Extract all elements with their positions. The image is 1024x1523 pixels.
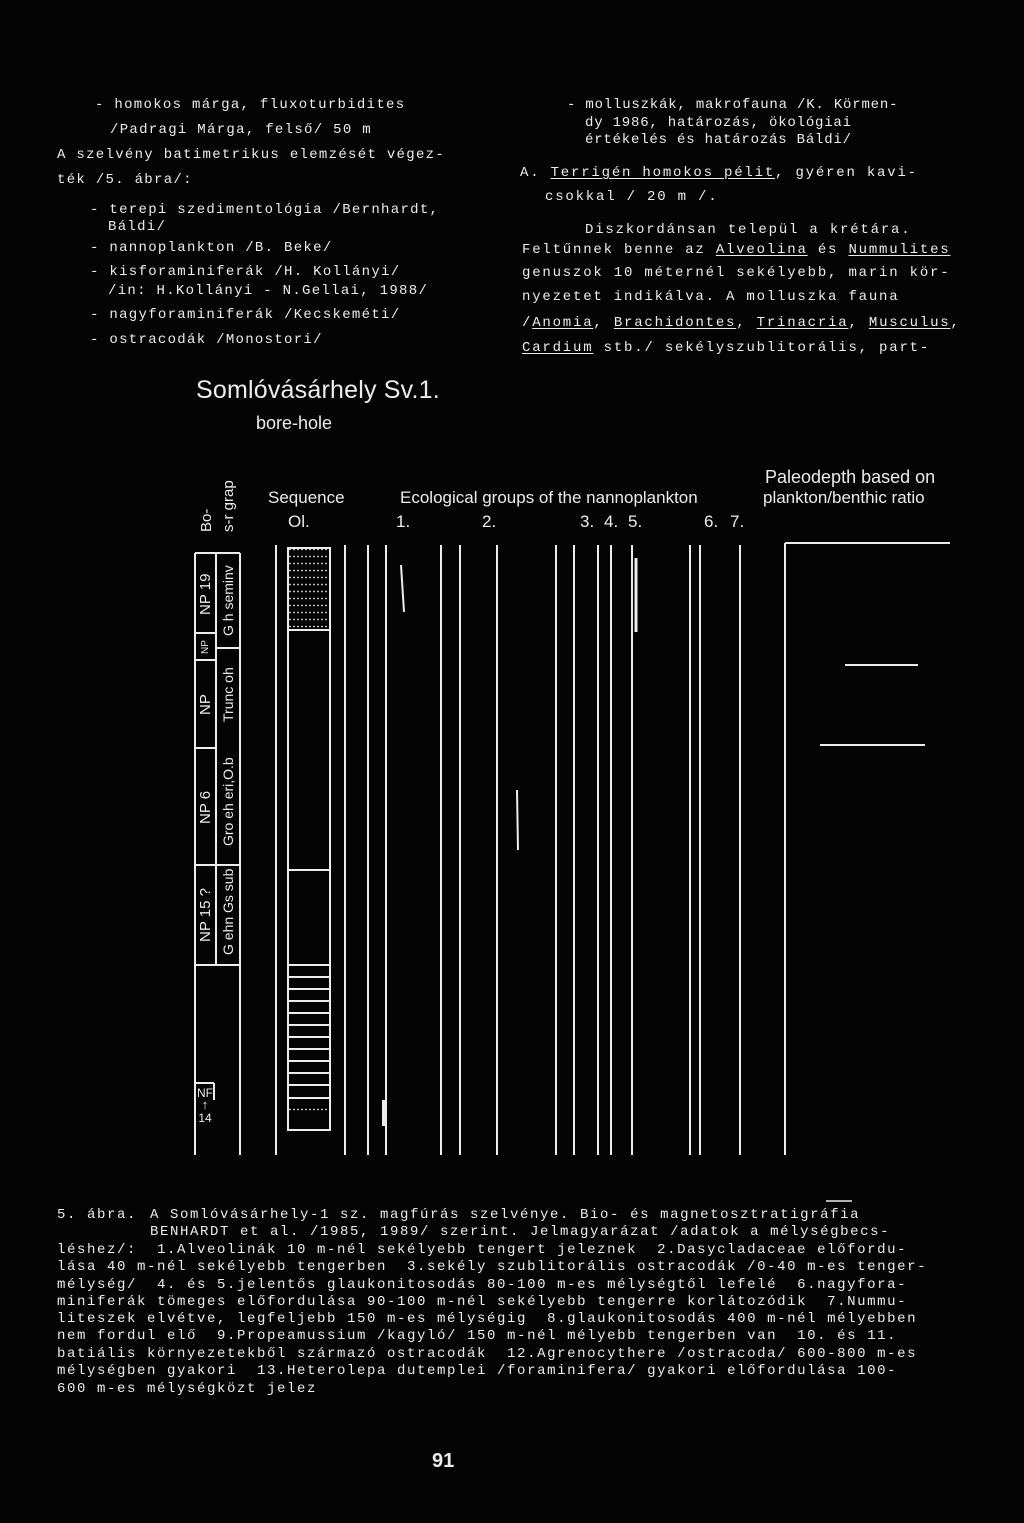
text-segment: - molluszkák, makrofauna /K. Körmen- — [567, 97, 899, 113]
text-segment: stb./ sekélyszublitorális, part- — [593, 340, 931, 356]
page-number: 91 — [432, 1450, 455, 1472]
dotted-lithology-fill — [289, 1105, 329, 1113]
caption-line: lása 40 m-nél sekélyebb tengerben 3.sekély szublitorális ostracodák /0-40 m-es tenger- — [57, 1259, 928, 1275]
text-segment: , — [593, 315, 614, 331]
genus-name: Alveolina — [715, 242, 808, 258]
genus-name: Cardium — [522, 340, 594, 356]
lithology-column — [288, 548, 330, 1130]
text-segment: , — [950, 315, 961, 331]
underlined-term: Terrigén homokos pélit — [550, 165, 776, 181]
ecological-groups-header: Ecological groups of the nannoplankton — [400, 488, 698, 507]
foram-zone-label: Trunc oh — [220, 667, 236, 723]
eco-group-number: 3. — [580, 512, 595, 531]
eco-group-number: 5. — [628, 512, 643, 531]
text-segment: genuszok 10 méternél sekélyebb, marin kör- — [522, 265, 951, 281]
np-zone-label: NP 6 — [197, 790, 214, 824]
stratigraphy-header: s-r grap — [220, 480, 237, 532]
eco-group-number: 4. — [604, 512, 619, 531]
eco-group-number: 2. — [482, 512, 497, 531]
caption-line: miniferák tömeges előfordulása 90-100 m-nél sekélyebb tengerre korlátozódik 7.Nummu- — [57, 1294, 908, 1310]
np-zone-label: NP — [200, 640, 211, 654]
caption-line: BENHARDT et al. /1985, 1989/ szerint. Jelmagyarázat /adatok a mélységbecs- — [150, 1224, 891, 1240]
text-line: - ostracodák /Monostori/ — [90, 332, 323, 348]
nannoplankton-range-line — [517, 790, 518, 850]
np14-zone-number: 14 — [198, 1111, 212, 1125]
text-segment: és — [807, 242, 849, 258]
text-line: /in: H.Kollányi - N.Gellai, 1988/ — [108, 283, 429, 299]
text-line: /Padragi Márga, felső/ 50 m — [110, 122, 372, 138]
text-segment: , — [848, 315, 869, 331]
text-line: - terepi szedimentológia /Bernhardt, — [90, 202, 440, 218]
biostratigraphy-header: Bo- — [198, 508, 215, 532]
text-line: A szelvény batimetrikus elemzését végez- — [57, 147, 446, 163]
np-zone-label: NP — [197, 694, 214, 715]
text-segment: értékelés és határozás Báldi/ — [585, 132, 852, 148]
genus-name: Brachidontes — [613, 315, 737, 331]
text-segment: , — [736, 315, 757, 331]
text-segment: nyezetet indikálva. A molluszka fauna — [522, 289, 900, 305]
np-zone-label: NP 19 — [197, 573, 214, 615]
np-zone-label: NP 15 ? — [197, 888, 214, 943]
np14-zone-label: NF — [197, 1086, 213, 1100]
caption-line: liteszek elvétve, legfeljebb 150 m-es mélységig 8.glaukonitosodás 400 m-nél mélyebben — [57, 1311, 918, 1327]
paleodepth-header: plankton/benthic ratio — [763, 488, 925, 507]
text-segment: dy 1986, határozás, ökológiai — [585, 115, 852, 131]
eco-group-number: 6. — [704, 512, 719, 531]
text-line: - nannoplankton /B. Beke/ — [90, 240, 333, 256]
text-segment: / — [522, 315, 533, 331]
genus-name: Anomia — [532, 315, 594, 331]
text-segment: Feltűnnek benne az — [522, 242, 716, 258]
caption-line: mélység/ 4. és 5.jelentős glaukonitosodás 80-100 m-es mélységtől lefelé 6.nagyfora- — [57, 1277, 908, 1293]
text-segment: Diszkordánsan települ a krétára. — [585, 222, 912, 238]
genus-name: Musculus — [868, 315, 951, 331]
text-line: - nagyforaminiferák /Kecskeméti/ — [90, 307, 401, 323]
caption-line: mélységben gyakori 13.Heterolepa dutemplei /foraminifera/ gyakori előfordulása 100- — [57, 1363, 898, 1379]
foram-zone-label: Gro eh eri,O.b — [220, 757, 236, 847]
caption-line: A Somlóvásárhely-1 sz. magfúrás szelvénye. Bio- és magnetosztratigráfia — [150, 1207, 861, 1223]
dotted-lithology-fill — [289, 549, 329, 629]
text-segment: A. — [520, 165, 551, 181]
eco-group-number: 7. — [730, 512, 745, 531]
foram-zone-label: G ehn Gs sub — [220, 868, 236, 956]
caption-line: léshez/: 1.Alveolinák 10 m-nél sekélyebb tengert jeleznek 2.Dasycladaceae előfordu- — [57, 1242, 908, 1258]
sequence-header: Sequence — [268, 488, 345, 507]
nannoplankton-range-line — [401, 565, 404, 612]
caption-line: batiális környezetekből származó ostracodák 12.Agrenocythere /ostracoda/ 600-800 m-es — [57, 1346, 918, 1362]
text-line: ték /5. ábra/: — [57, 172, 193, 188]
caption-line: nem fordul elő 9.Propeamussium /kagyló/ 150 m-nél mélyebb tengerben van 10. és 11. — [57, 1328, 898, 1344]
text-segment: , gyéren kavi- — [775, 165, 918, 181]
figure-subtitle: bore-hole — [256, 413, 333, 433]
text-line: - homokos márga, fluxoturbidites — [95, 97, 406, 113]
text-segment: csokkal / 20 m /. — [545, 189, 719, 205]
genus-name: Nummulites — [848, 242, 951, 258]
figure-title: Somlóvásárhely Sv.1. — [196, 376, 440, 404]
caption-line: 600 m-es mélységközt jelez — [57, 1381, 318, 1397]
eco-group-number: 1. — [396, 512, 411, 531]
sequence-subheader: Ol. — [288, 512, 310, 531]
text-line: Báldi/ — [108, 219, 167, 235]
paleodepth-header: Paleodepth based on — [765, 467, 936, 487]
text-line: - kisforaminiferák /H. Kollányi/ — [90, 264, 401, 280]
caption-label: 5. ábra. — [57, 1207, 138, 1223]
genus-name: Trinacria — [756, 315, 849, 331]
foram-zone-label: G h seminv — [220, 565, 236, 637]
